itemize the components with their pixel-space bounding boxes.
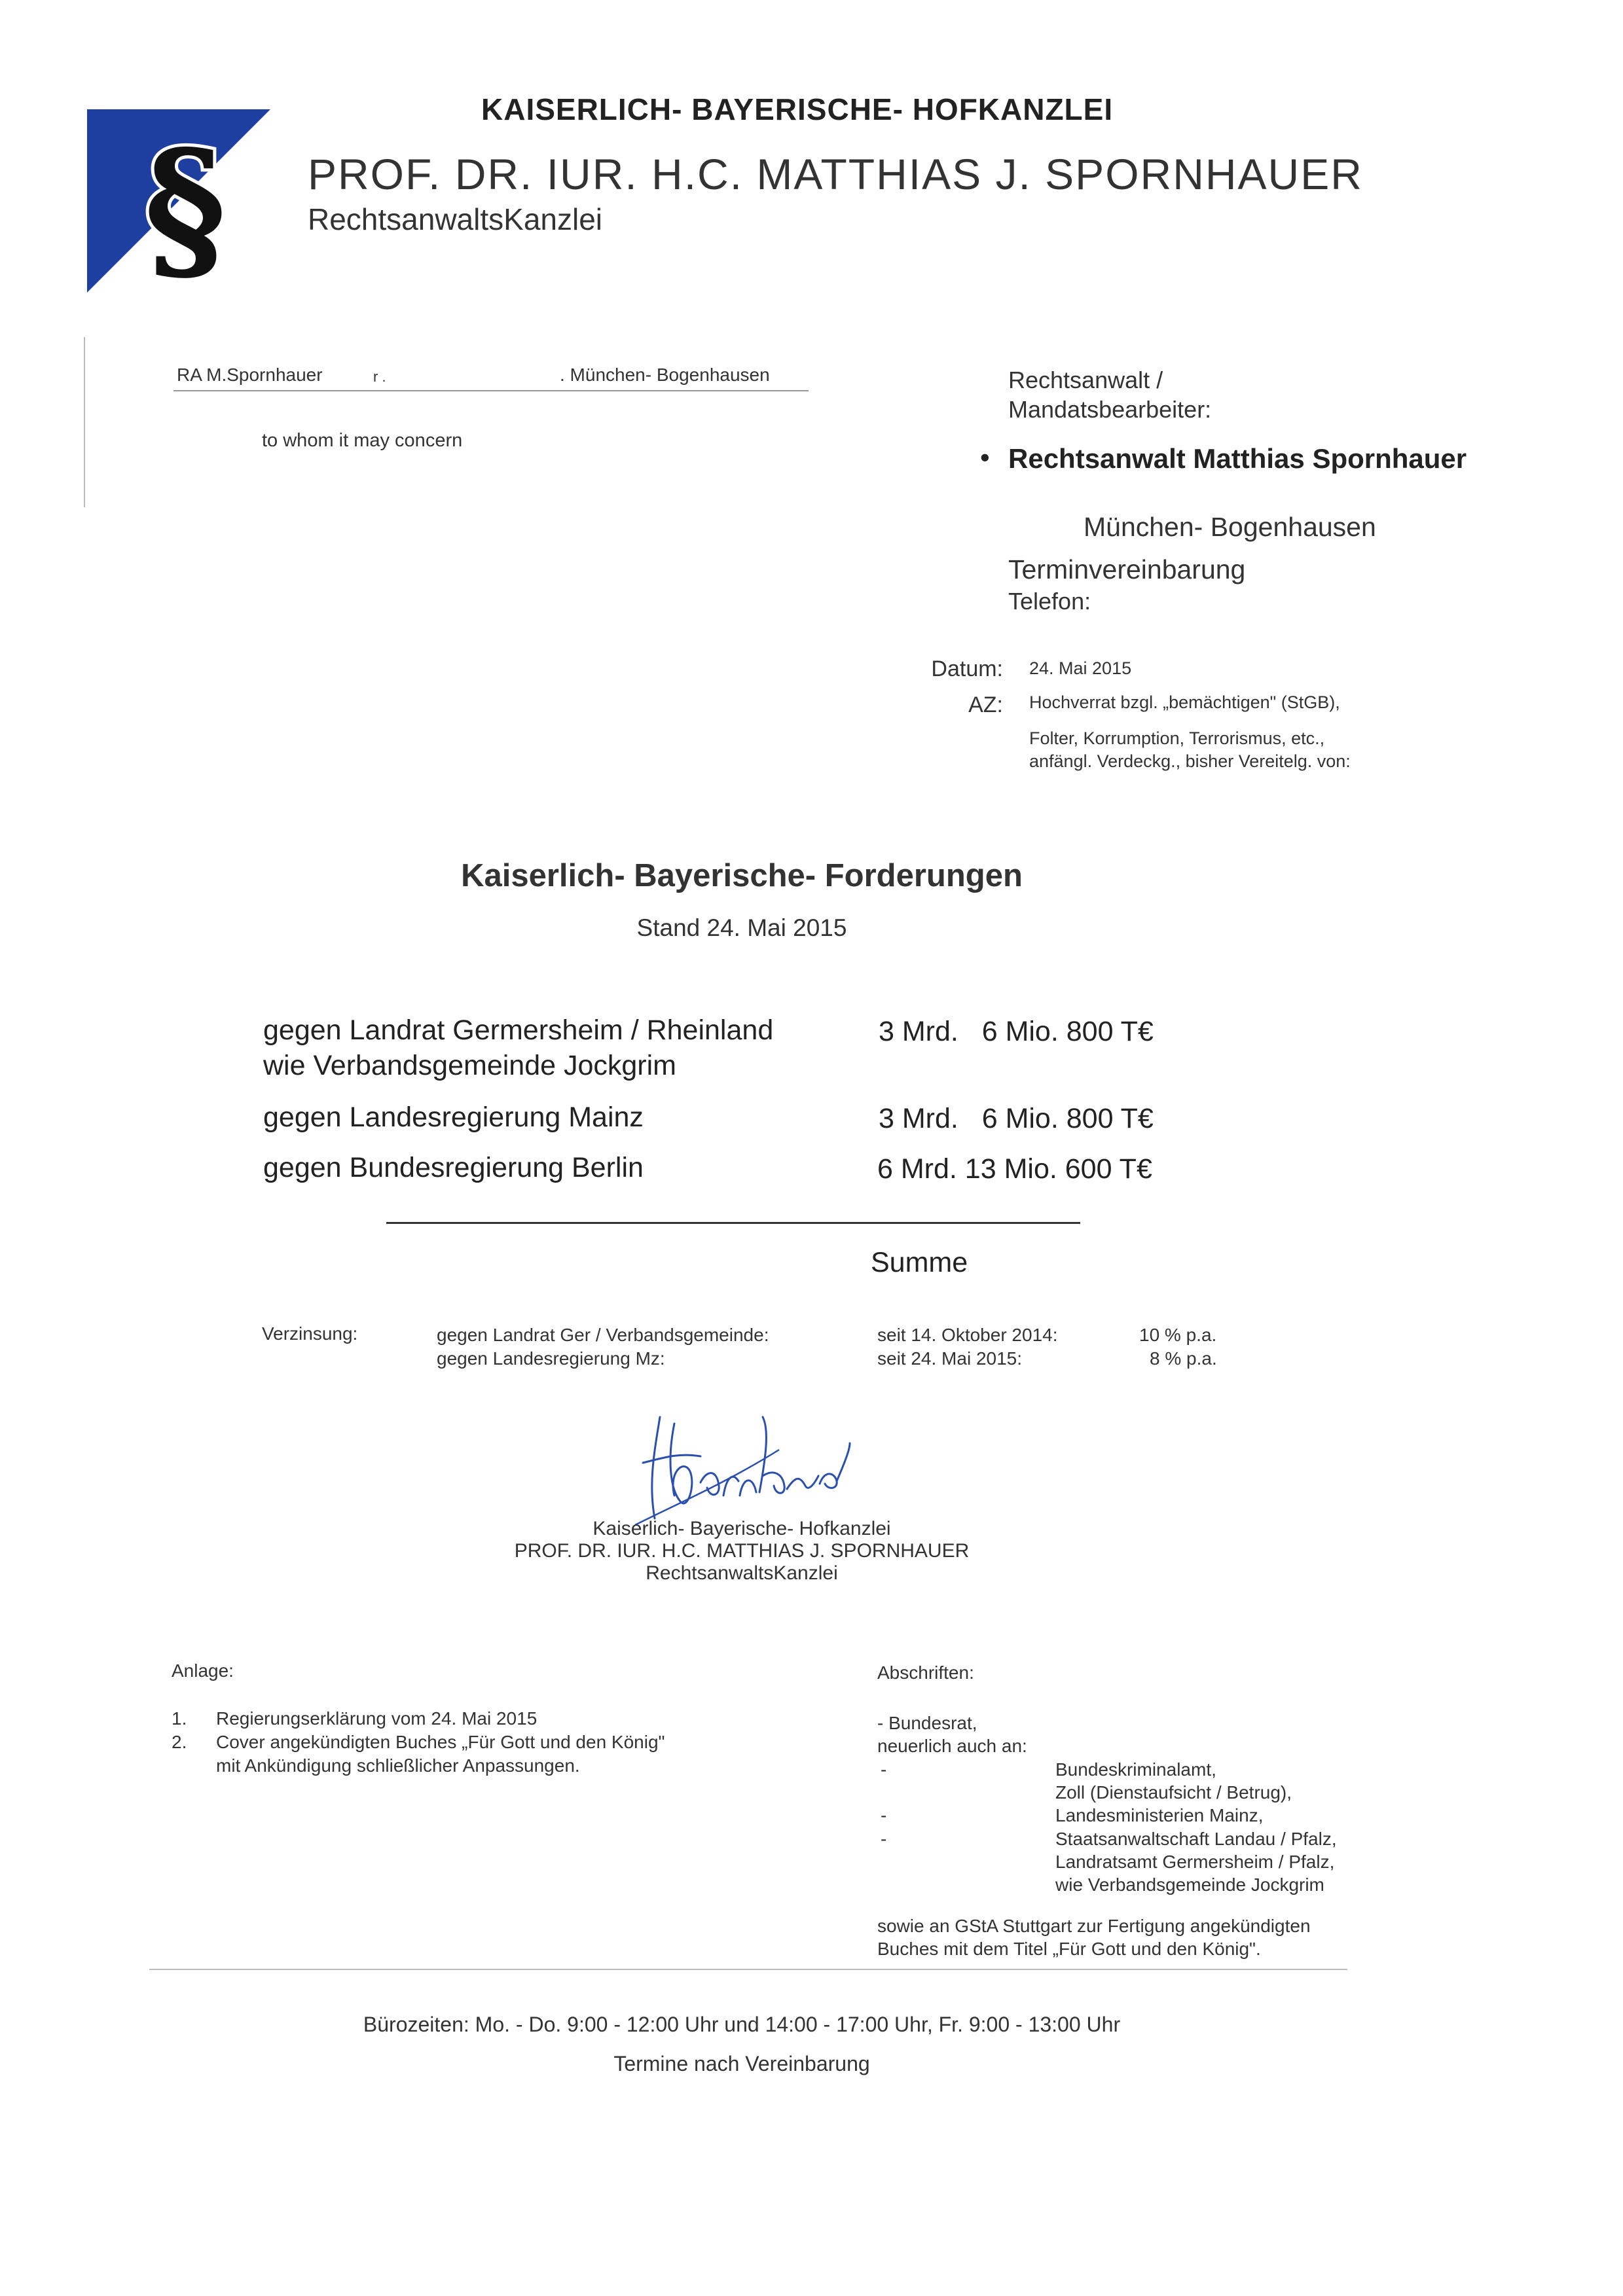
sender-place: . München- Bogenhausen [560,365,770,385]
contact-role-2: Mandatsbearbeiter: [1008,396,1212,423]
signature-line-3: RechtsanwaltsKanzlei [646,1562,838,1584]
date-value: 24. Mai 2015 [1029,658,1132,678]
interest-rate: 8 % p.a. [1150,1348,1217,1369]
contact-lawyer: Rechtsanwalt Matthias Spornhauer [1008,443,1467,474]
contact-role: Rechtsanwalt / [1008,367,1163,393]
contact-place: München- Bogenhausen [1084,512,1376,542]
copies-label: Abschriften: [877,1662,974,1683]
footer-rule [149,1969,1347,1970]
attachments-label: Anlage: [172,1660,234,1681]
reference-line: anfängl. Verdeckg., bisher Vereitelg. von: [1029,751,1351,771]
sender-underline [173,390,809,391]
claim-1-line-2: wie Verbandsgemeinde Jockgrim [263,1050,676,1081]
copies-recipient: Bundeskriminalamt, [1055,1759,1216,1780]
attachment-text: Regierungserklärung vom 24. Mai 2015 [216,1708,538,1729]
sender-name: RA M.Spornhauer [177,365,323,385]
recipient: to whom it may concern [262,430,463,451]
attachment-number: 1. [172,1708,187,1729]
logo-symbol: § [144,116,227,293]
copies-recipient: Zoll (Dienstaufsicht / Betrug), [1055,1782,1292,1803]
claim-3-amount: 6 Mrd. 13 Mio. 600 T€ [877,1153,1152,1185]
interest-label: Verzinsung: [262,1323,358,1344]
copies-recipient: Landratsamt Germersheim / Pfalz, [1055,1852,1335,1872]
interest-since: seit 24. Mai 2015: [877,1348,1023,1369]
appointment-note: Termine nach Vereinbarung [613,2052,870,2075]
letterhead-title: KAISERLICH- BAYERISCHE- HOFKANZLEI [481,92,1114,126]
copies-dash: - [881,1805,887,1825]
contact-phone-label: Telefon: [1008,588,1091,615]
margin-rule [84,337,85,507]
sum-label: Summe [871,1247,968,1278]
office-hours: Bürozeiten: Mo. - Do. 9:00 - 12:00 Uhr und 14:00 - 17:00 Uhr, Fr. 9:00 - 13:00 Uhr [363,2013,1121,2036]
date-label: Datum: [931,656,1003,681]
copies-intro: - Bundesrat, [877,1713,977,1733]
copies-intro-2: neuerlich auch an: [877,1736,1027,1756]
document-stand: Stand 24. Mai 2015 [636,914,847,941]
copies-recipient: Staatsanwaltschaft Landau / Pfalz, [1055,1829,1337,1849]
copies-recipient: wie Verbandsgemeinde Jockgrim [1055,1874,1324,1895]
interest-rate: 10 % p.a. [1139,1325,1217,1345]
signature-line-2: PROF. DR. IUR. H.C. MATTHIAS J. SPORNHAUER [514,1540,970,1562]
handwritten-signature [629,1404,851,1528]
signature-line-1: Kaiserlich- Bayerische- Hofkanzlei [593,1518,891,1539]
reference-label: AZ: [968,692,1003,717]
attachment-text-2: mit Ankündigung schließlicher Anpassungen. [216,1755,580,1776]
claim-1-amount: 3 Mrd. 6 Mio. 800 T€ [879,1016,1154,1047]
copies-dash: - [881,1759,887,1780]
attachment-number: 2. [172,1732,187,1752]
document-title: Kaiserlich- Bayerische- Forderungen [461,858,1023,893]
sum-rule [386,1222,1080,1224]
claim-1-line-1: gegen Landrat Germersheim / Rheinland [263,1014,774,1046]
attachment-text: Cover angekündigten Buches „Für Gott und den König" [216,1732,665,1752]
letterhead-subtitle: RechtsanwaltsKanzlei [308,202,603,236]
reference-line: Folter, Korrumption, Terrorismus, etc., [1029,728,1325,748]
copies-recipient: Landesministerien Mainz, [1055,1805,1264,1825]
letterhead-name: PROF. DR. IUR. H.C. MATTHIAS J. SPORNHAUER [308,150,1363,198]
bullet-icon: • [980,442,990,473]
claim-2-line-1: gegen Landesregierung Mainz [263,1102,644,1133]
claim-3-line-1: gegen Bundesregierung Berlin [263,1152,644,1183]
copies-dash: - [881,1829,887,1849]
copies-closing-2: Buches mit dem Titel „Für Gott und den König". [877,1939,1261,1959]
interest-target: gegen Landesregierung Mz: [437,1348,665,1369]
contact-appointment: Terminvereinbarung [1008,554,1246,584]
reference-line: Hochverrat bzgl. „bemächtigen" (StGB), [1029,692,1340,712]
copies-closing: sowie an GStA Stuttgart zur Fertigung angekündigten [877,1916,1311,1936]
claim-2-amount: 3 Mrd. 6 Mio. 800 T€ [879,1103,1154,1134]
interest-since: seit 14. Oktober 2014: [877,1325,1058,1345]
paragraph-logo-icon [87,109,270,293]
interest-target: gegen Landrat Ger / Verbandsgemeinde: [437,1325,769,1345]
sender-mark: r . [373,368,386,385]
